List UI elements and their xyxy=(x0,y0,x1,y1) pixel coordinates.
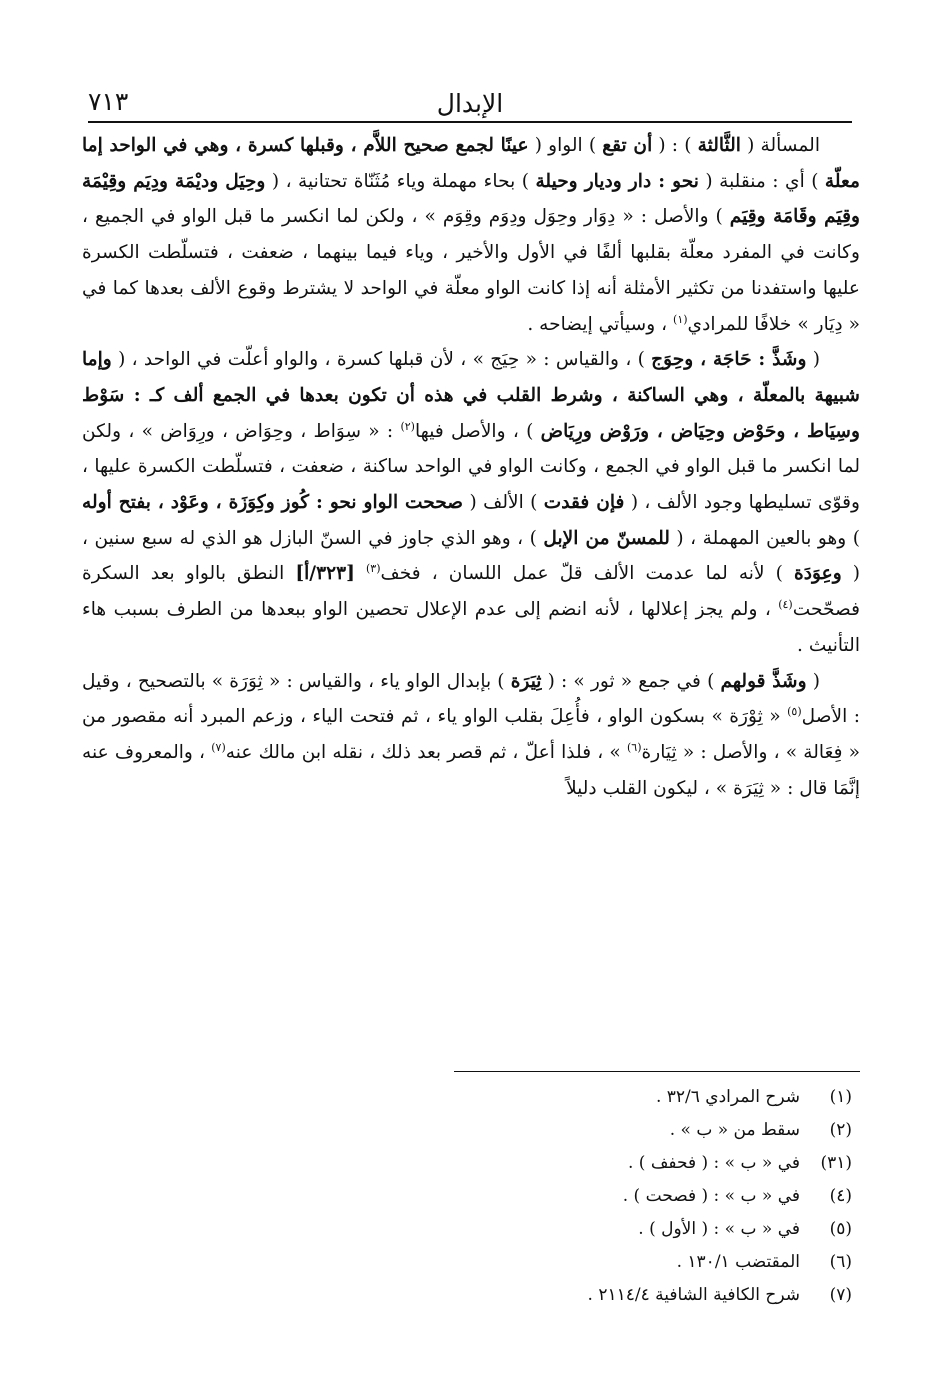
body-text xyxy=(82,128,860,806)
footnote-ref: (٤) xyxy=(778,597,793,611)
footnote xyxy=(258,1180,858,1213)
text-run: ، وسيأتي إيضاحه . xyxy=(527,313,674,335)
bold-text-run: فإن فقدت xyxy=(543,492,625,514)
text-run: ) وهو بالعين المهملة ، ( xyxy=(669,527,860,549)
text-run: ، والمعروف عنه إنَّمَا قال : « ثِيَرَة » ، ليكون القلب دليلاً xyxy=(82,741,860,799)
text-run: ، ولم يجز إعلالها ، لأنه انضم إلى عدم الإعلال تحصين الواو ببعدها من الطرف بسبب هاء التأنيث . xyxy=(82,599,860,656)
footnote-text: في « ب » : ( الأول ) . xyxy=(638,1219,800,1239)
footnote xyxy=(258,1213,858,1246)
bold-text-run: وشَذَّ : حَاجَة ، وحِوَج xyxy=(651,349,807,371)
text-run: » ، فلذا أعلّ ، ثم قصر بعد ذلك ، نقله ابن مالك عنه xyxy=(225,741,627,763)
bold-text-run: [٣٢٣/أ] xyxy=(295,563,355,585)
text-run: ) ، وهو الذي جاوز في السنّ البازل هو الذي له سبع سنين ، ( xyxy=(82,527,860,585)
text-run xyxy=(355,563,366,584)
bold-text-run: أن تقع xyxy=(602,135,653,156)
chapter-title: الإبدال xyxy=(436,89,504,118)
footnote-number: (٢) xyxy=(829,1120,852,1140)
footnote xyxy=(258,1147,858,1180)
text-run: ) لأنه لما عدمت الألف قلّ عمل اللسان ، فخف xyxy=(380,563,794,585)
footnote-number: (٣١) xyxy=(820,1153,852,1173)
paragraph xyxy=(82,664,860,807)
text-run: ) ، والقياس : « حِيَج » ، لأن قبلها كسرة ، والواو أعلّت في الواحد ، ( xyxy=(111,349,652,371)
bold-text-run: نحو : دار وديار وحيلة xyxy=(535,170,699,192)
footnote-text: المقتضب ١٣٠/١ . xyxy=(676,1252,800,1272)
text-run: « ثِوْرَة » بسكون الواو ، فأُعِلَ بقلب الواو ياء ، ثم فتحت الياء ، وزعم المبرد أنه مقصور من « فِعَالة » ، والأصل : « ثِيَارة xyxy=(82,706,860,763)
bold-text-run: الثَّالثة xyxy=(697,135,741,156)
footnote-number: (٧) xyxy=(829,1285,852,1305)
footnote-ref: (٧) xyxy=(211,740,226,754)
footnote-text: سقط من « ب » . xyxy=(669,1120,800,1140)
footnote-number: (٦) xyxy=(829,1252,852,1272)
text-run: المسألة ( xyxy=(740,135,820,156)
bold-text-run: وإما شبيهة بالمعلّة ، وهي الساكنة ، وشرط القلب في هذه أن تكون بعدها في الجمع ألف كـ : سَوْط وسِيَاط ، وحَوْض وحِيَاض ، ورَوْض ورِيَاض xyxy=(82,349,860,442)
text-run: النطق بالواو بعد السكرة فصحّحت xyxy=(82,563,860,621)
header-divider xyxy=(88,121,852,123)
footnote-number: (١) xyxy=(829,1087,852,1107)
footnote-ref: (٥) xyxy=(787,705,802,719)
footnote-ref: (١) xyxy=(673,312,688,326)
footnote-text: شرح المرادي ٣٢/٦ . xyxy=(655,1087,800,1107)
text-run: ) والأصل : « دِوَار وحِوَل ودِوَم وقِوَم » ، ولكن لما انكسر ما قبل الواو في الجميع ، وكانت في المفرد معلّة بقلبها ألفًا في الأول والأخير ، وياء فيما بينهما ، ضعفت ، فتسلّطت الكسرة عليها واستفدنا من تكثير الأمثلة أنه إذا كانت الواو معلّة في الواحد لا يشترط وقوع الألف بعدها كما في « دِيَار » خلافًا للمرادي xyxy=(82,206,860,335)
footnotes xyxy=(258,1081,858,1312)
footnote xyxy=(258,1081,858,1114)
footnote-ref: (٦) xyxy=(626,740,642,754)
text-run: ) ، والأصل فيها xyxy=(414,420,541,442)
bold-text-run: ثِيَرَة xyxy=(510,670,542,692)
bold-text-run: عينًا لجمع صحيح اللاَّم ، وقبلها كسرة ، وهي في الواحد إما معلّة xyxy=(82,135,860,192)
text-run: ) في جمع « ثور » : ( xyxy=(541,670,721,692)
footnote-ref: (٣) xyxy=(365,562,381,576)
footnote xyxy=(258,1246,858,1279)
footnote-number: (٥) xyxy=(829,1219,852,1239)
page-number: ٧١٣ xyxy=(88,87,129,116)
paragraph xyxy=(82,342,860,663)
footnote-ref: (٢) xyxy=(400,419,415,433)
text-run: ( xyxy=(806,670,820,692)
footnote-number: (٤) xyxy=(829,1186,852,1206)
footnote xyxy=(258,1279,858,1312)
paragraph xyxy=(82,128,860,342)
text-run: ) بإبدال الواو ياء ، والقياس : « ثِوَرَة » بالتصحيح ، وقيل : الأصل xyxy=(82,670,860,728)
text-run: ) بحاء مهملة وياء مُثَنّاة تحتانية ، ( xyxy=(265,170,536,192)
page-header xyxy=(88,82,852,118)
bold-text-run: صححت الواو نحو : كُوز وكِوَزَة ، وعَوْد ، بفتح أوله xyxy=(82,492,464,514)
text-run: : « سِوَاط ، وحِوَاض ، ورِوَاض » ، ولكن لما انكسر ما قبل الواو في الجمع ، وكانت الواو في الواحد ساكنة ، ضعفت ، فتسلّطت الكسرة عليها ، وقوّى تسليطها وجود الألف ، ( xyxy=(82,420,860,514)
footnote-text: شرح الكافية الشافية ٢١١٤/٤ . xyxy=(587,1285,800,1305)
bold-text-run: وحِيَل وديْمَة ودِيَم وقِيْمَة وقِيَم وقَامَة وقِيَم xyxy=(82,170,860,228)
text-run: ) الواو ( xyxy=(528,135,603,156)
text-run: ( xyxy=(806,349,820,371)
footnote-text: في « ب » : ( فحفف ) . xyxy=(627,1153,800,1173)
text-run: ) الألف ( xyxy=(463,492,544,514)
footnote-text: في « ب » : ( فصحت ) . xyxy=(622,1186,800,1206)
footnote-divider xyxy=(454,1071,860,1072)
bold-text-run: وشَذَّ قولهم xyxy=(720,670,807,692)
bold-text-run: للمسنّ من الإبل xyxy=(543,527,670,549)
bold-text-run: وعِوَدَة xyxy=(793,563,842,585)
text-run: ) أي : منقلبة ( xyxy=(698,170,825,192)
footnote xyxy=(258,1114,858,1147)
text-run: ) : ( xyxy=(652,135,698,156)
